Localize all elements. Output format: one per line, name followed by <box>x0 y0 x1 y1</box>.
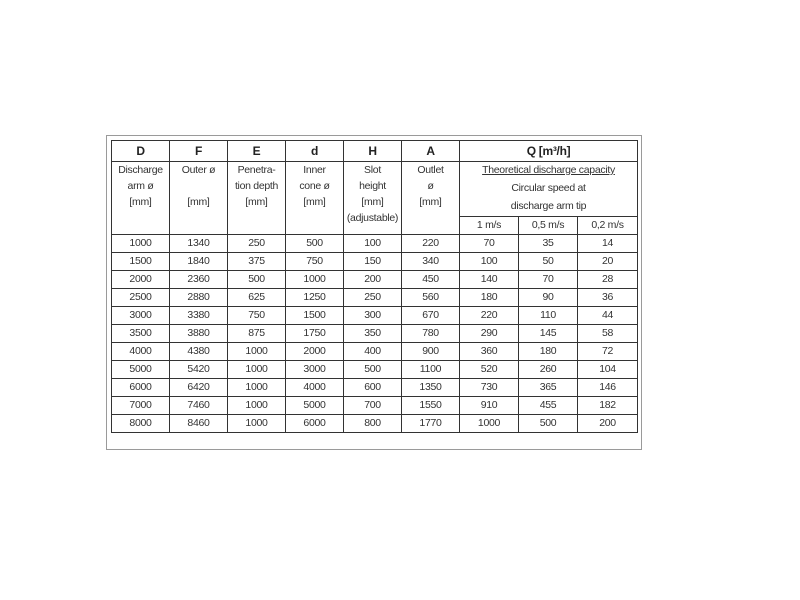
table-cell: 28 <box>578 271 638 289</box>
table-cell: 150 <box>344 253 402 271</box>
table-cell: 7460 <box>170 397 228 415</box>
table-cell: 6420 <box>170 379 228 397</box>
description-line: Discharge <box>118 164 163 176</box>
table-cell: 6000 <box>112 379 170 397</box>
table-cell: 1000 <box>228 343 286 361</box>
header-description-row <box>112 162 638 181</box>
table-cell: 3880 <box>170 325 228 343</box>
column-code: E <box>228 141 286 162</box>
table-cell: 1750 <box>286 325 344 343</box>
table-cell: 1000 <box>286 271 344 289</box>
table-cell: 260 <box>519 361 578 379</box>
table-cell: 3380 <box>170 307 228 325</box>
table-cell: 1000 <box>228 379 286 397</box>
table-cell: 365 <box>519 379 578 397</box>
description-line: Outer ø <box>181 164 216 176</box>
description-line: height <box>359 180 386 192</box>
table-cell: 182 <box>578 397 638 415</box>
table-cell: 200 <box>344 271 402 289</box>
column-code: d <box>286 141 344 162</box>
table-row <box>112 361 638 379</box>
table-cell: 36 <box>578 289 638 307</box>
speed-header: 1 m/s <box>460 217 519 235</box>
table-cell: 14 <box>578 235 638 253</box>
table-cell: 700 <box>344 397 402 415</box>
table-cell: 50 <box>519 253 578 271</box>
table-cell: 250 <box>344 289 402 307</box>
speed-header: 0,2 m/s <box>578 217 638 235</box>
table-row <box>112 325 638 343</box>
table-cell: 500 <box>286 235 344 253</box>
q-subtitle-line: Circular speed at <box>460 180 638 198</box>
table-cell: 100 <box>460 253 519 271</box>
description-line: tion depth <box>234 180 279 192</box>
table-row <box>112 415 638 433</box>
table-cell: 70 <box>460 235 519 253</box>
description-line: [mm] <box>129 196 152 208</box>
table-cell: 5000 <box>286 397 344 415</box>
table-cell: 5000 <box>112 361 170 379</box>
table-cell: 4000 <box>112 343 170 361</box>
table-cell: 8000 <box>112 415 170 433</box>
column-code-q: Q [m³/h] <box>460 141 638 162</box>
table-cell: 44 <box>578 307 638 325</box>
table-row <box>112 289 638 307</box>
table-cell: 400 <box>344 343 402 361</box>
table-cell: 200 <box>578 415 638 433</box>
table-cell: 1350 <box>402 379 460 397</box>
table-cell: 455 <box>519 397 578 415</box>
description-line: [mm] <box>361 196 384 208</box>
table-cell: 350 <box>344 325 402 343</box>
table-cell: 875 <box>228 325 286 343</box>
table-cell: 220 <box>402 235 460 253</box>
table-cell: 250 <box>228 235 286 253</box>
column-description <box>228 162 286 235</box>
table-cell: 20 <box>578 253 638 271</box>
table-cell: 1250 <box>286 289 344 307</box>
table-cell: 300 <box>344 307 402 325</box>
table-row <box>112 271 638 289</box>
table-cell: 360 <box>460 343 519 361</box>
table-cell: 750 <box>228 307 286 325</box>
table-cell: 730 <box>460 379 519 397</box>
table-cell: 1000 <box>228 361 286 379</box>
table-cell: 910 <box>460 397 519 415</box>
table-row <box>112 307 638 325</box>
table-row <box>112 343 638 361</box>
table-cell: 1770 <box>402 415 460 433</box>
table-cell: 1500 <box>286 307 344 325</box>
table-cell: 2880 <box>170 289 228 307</box>
table-cell: 1550 <box>402 397 460 415</box>
table-cell: 1000 <box>112 235 170 253</box>
table-cell: 500 <box>519 415 578 433</box>
table-cell: 146 <box>578 379 638 397</box>
column-description <box>170 162 228 235</box>
description-line: Penetra- <box>237 164 276 176</box>
column-code: H <box>344 141 402 162</box>
table-cell: 290 <box>460 325 519 343</box>
table-cell: 1840 <box>170 253 228 271</box>
table-cell: 500 <box>228 271 286 289</box>
table-cell: 180 <box>460 289 519 307</box>
table-cell: 35 <box>519 235 578 253</box>
table-row <box>112 379 638 397</box>
table-cell: 1000 <box>228 397 286 415</box>
table-cell: 375 <box>228 253 286 271</box>
table-cell: 625 <box>228 289 286 307</box>
description-line: Slot <box>364 164 381 176</box>
table-cell: 750 <box>286 253 344 271</box>
table-cell: 100 <box>344 235 402 253</box>
table-cell: 5420 <box>170 361 228 379</box>
table-cell: 670 <box>402 307 460 325</box>
table-cell: 4000 <box>286 379 344 397</box>
table-cell: 3000 <box>286 361 344 379</box>
header-code-row <box>112 141 638 162</box>
table-cell: 58 <box>578 325 638 343</box>
speed-header: 0,5 m/s <box>519 217 578 235</box>
table-cell: 104 <box>578 361 638 379</box>
column-code: F <box>170 141 228 162</box>
table-cell: 70 <box>519 271 578 289</box>
column-code: A <box>402 141 460 162</box>
description-line: Outlet <box>417 164 444 176</box>
description-line: [mm] <box>419 196 442 208</box>
table-cell: 1100 <box>402 361 460 379</box>
table-row <box>112 253 638 271</box>
q-subtitle-line: discharge arm tip <box>460 198 638 217</box>
table-cell: 3000 <box>112 307 170 325</box>
description-line: arm ø <box>127 180 154 192</box>
table-cell: 780 <box>402 325 460 343</box>
table-cell: 500 <box>344 361 402 379</box>
table-cell: 1000 <box>460 415 519 433</box>
table-cell: 2500 <box>112 289 170 307</box>
description-line: ø <box>427 180 434 192</box>
table-cell: 2000 <box>112 271 170 289</box>
table-cell: 7000 <box>112 397 170 415</box>
table-cell: 900 <box>402 343 460 361</box>
q-title: Theoretical discharge capacity <box>460 162 638 181</box>
column-description <box>344 162 402 235</box>
table-cell: 6000 <box>286 415 344 433</box>
table-cell: 90 <box>519 289 578 307</box>
table-row <box>112 397 638 415</box>
column-description <box>286 162 344 235</box>
table-cell: 2000 <box>286 343 344 361</box>
table-cell: 560 <box>402 289 460 307</box>
table-cell: 72 <box>578 343 638 361</box>
column-description <box>402 162 460 235</box>
table-cell: 140 <box>460 271 519 289</box>
table-cell: 1340 <box>170 235 228 253</box>
table-cell: 600 <box>344 379 402 397</box>
table-cell: 4380 <box>170 343 228 361</box>
table-cell: 110 <box>519 307 578 325</box>
table-cell: 2360 <box>170 271 228 289</box>
description-line: [mm] <box>303 196 326 208</box>
description-line <box>170 178 227 194</box>
table-cell: 1000 <box>228 415 286 433</box>
description-line: [mm] <box>187 196 210 208</box>
table-cell: 340 <box>402 253 460 271</box>
table-cell: 800 <box>344 415 402 433</box>
table-cell: 3500 <box>112 325 170 343</box>
table-cell: 180 <box>519 343 578 361</box>
table-cell: 145 <box>519 325 578 343</box>
table-cell: 450 <box>402 271 460 289</box>
description-line: cone ø <box>299 180 330 192</box>
discharge-capacity-table <box>111 140 638 433</box>
description-line: (adjustable) <box>346 212 399 224</box>
description-line: [mm] <box>245 196 268 208</box>
table-cell: 1500 <box>112 253 170 271</box>
table-cell: 520 <box>460 361 519 379</box>
table-cell: 8460 <box>170 415 228 433</box>
table-row <box>112 235 638 253</box>
table-cell: 220 <box>460 307 519 325</box>
column-code: D <box>112 141 170 162</box>
description-line: Inner <box>303 164 326 176</box>
column-description <box>112 162 170 235</box>
